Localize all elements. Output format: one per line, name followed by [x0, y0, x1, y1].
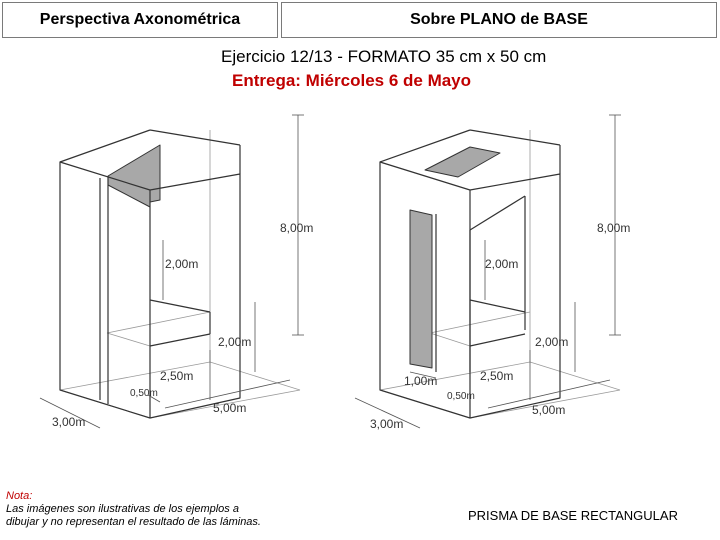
left-dim-length: 5,00m — [213, 401, 247, 415]
right-prism-drawing — [355, 115, 630, 431]
note-line-1: Las imágenes son ilustrativas de los ejemplos a — [6, 503, 239, 515]
left-dim-wall: 0,50m — [130, 388, 158, 399]
figure-caption: PRISMA DE BASE RECTANGULAR — [468, 508, 678, 523]
right-dim-base-height: 2,00m — [535, 335, 569, 349]
right-dim-wall: 0,50m — [447, 391, 475, 402]
right-dim-length: 5,00m — [532, 403, 566, 417]
right-dim-inner-depth: 2,50m — [480, 369, 514, 383]
right-dim-opening: 1,00m — [404, 374, 438, 388]
delivery-date: Entrega: Miércoles 6 de Mayo — [232, 71, 472, 90]
left-dim-inner-depth: 2,50m — [160, 369, 194, 383]
left-dim-base-height: 2,00m — [218, 335, 252, 349]
note-label: Nota: — [6, 490, 33, 502]
left-dim-height: 8,00m — [280, 221, 314, 235]
header-right-title: Sobre PLANO de BASE — [410, 11, 588, 28]
left-dim-width: 3,00m — [52, 415, 86, 429]
exercise-title: Ejercicio 12/13 - FORMATO 35 cm x 50 cm — [221, 47, 547, 66]
left-prism-drawing — [40, 115, 313, 429]
note — [6, 490, 261, 529]
right-dim-height: 8,00m — [597, 221, 631, 235]
left-dim-inner-height: 2,00m — [165, 257, 199, 271]
right-dim-inner-height: 2,00m — [485, 257, 519, 271]
header-left-title: Perspectiva Axonométrica — [39, 11, 241, 28]
right-dim-width: 3,00m — [370, 417, 404, 431]
note-line-2: dibujar y no representan el resultado de las láminas. — [6, 516, 261, 528]
